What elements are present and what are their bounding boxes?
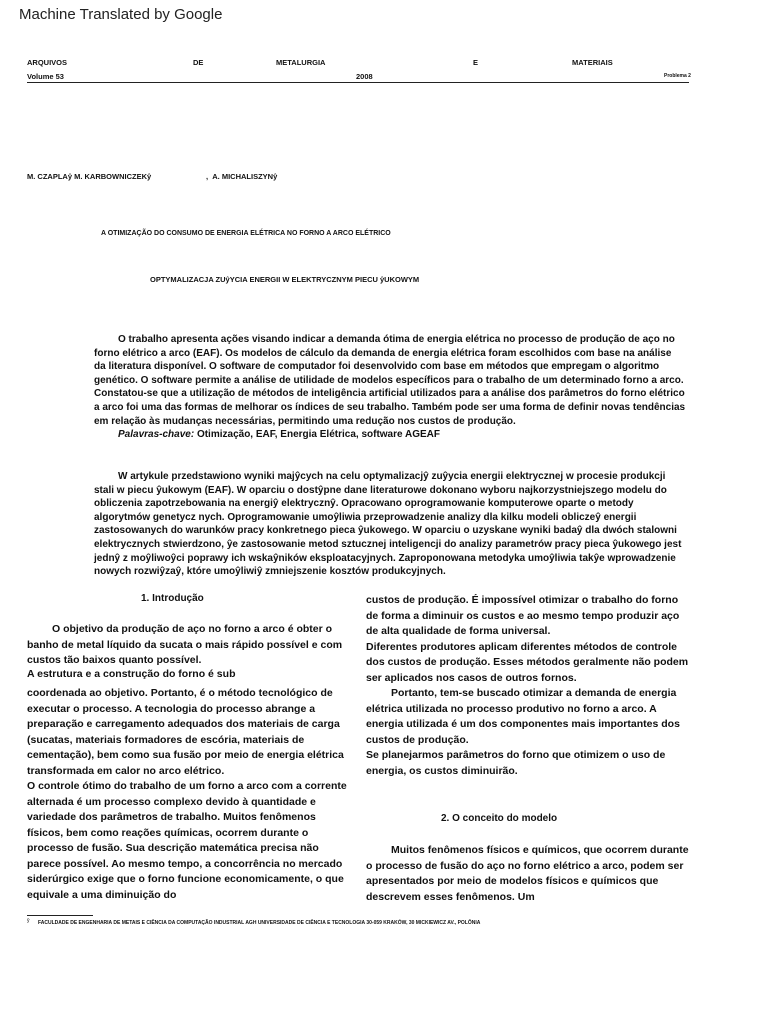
body-line: Portanto, tem-se buscado otimizar a demanda de energia — [391, 687, 677, 699]
abstract-line: genético. O software permite a análise de utilidade de modelos específicos para o trabalho de um determinado forno a arco. — [94, 374, 684, 386]
abstract-line: O trabalho apresenta ações visando indicar a demanda ótima de energia elétrica no processo de produção de aço no — [118, 334, 675, 345]
header-issue: Problema 2 — [664, 73, 691, 79]
body-line: cementação), bem como sua fusão por meio de energia elétrica — [27, 749, 344, 761]
abstract-line: jednŷ z moŷliwoŷci poprawy ich wskaŷników eksploatacyjnych. Zaproponowana metodyka umoŷliwia takŷe wprowadzenie — [94, 552, 676, 564]
abstract-line: Constatou-se que a utilização de métodos de inteligência artificial utilizados para a análise dos parâmetros do forno elétrico — [94, 388, 685, 400]
body-line: transformada em calor no arco elétrico. — [27, 764, 225, 777]
section-1-heading: 1. Introdução — [141, 593, 204, 604]
body-line: físicos, bem como reações químicas, ocorrem durante o — [27, 826, 309, 839]
body-line: banho de metal líquido da sucata o mais rápido possível e com — [27, 638, 343, 651]
keywords-label: Palavras-chave: — [118, 429, 195, 441]
footnote-text: FACULDADE DE ENGENHARIA DE METAIS E CIÊNCIA DA COMPUTAÇÃO INDUSTRIAL AGH UNIVERSIDADE DE CIÊNCIA E TECNOLOGIA 30-059 KRAKÓW, 30 MICKIEWICZ AV., POLÔNIA — [38, 920, 481, 926]
body-line: (sucatas, materiais formadores de escória, materiais de — [27, 733, 305, 746]
keywords-text: Otimização, EAF, Energia Elétrica, software AGEAF — [194, 429, 440, 441]
abstract-line: da literatura disponível. O software de computador foi desenvolvido com base em métodos que empregam o algoritmo — [94, 361, 660, 373]
body-line: energia, os custos diminuirão. — [366, 764, 518, 777]
body-line: descrevem esses fenômenos. Um — [366, 890, 535, 903]
left-column-body — [27, 686, 347, 903]
body-line: custos tão baixos quanto possível. — [27, 654, 202, 666]
body-line: O objetivo da produção de aço no forno a arco é obter o — [52, 623, 333, 635]
translation-banner: Machine Translated by Google — [19, 6, 223, 23]
body-line: variedade dos parâmetros de trabalho. Muitos fenômenos — [27, 811, 316, 823]
body-line: parece possível. Ao mesmo tempo, a concorrência no mercado — [27, 857, 343, 870]
header-year: 2008 — [356, 72, 373, 81]
abstract-line: forno elétrico a arco (EAF). Os modelos de cálculo da demanda de energia elétrica foram escolhidos com base na análise — [94, 347, 672, 359]
abstract-line: em relação às mudanças necessárias, permitindo uma redução nos custos de produção. — [94, 415, 516, 427]
body-line: A estrutura e a construção do forno é sub — [27, 668, 236, 680]
body-line: de forma a diminuir os custos e ao mesmo tempo produzir aço — [366, 609, 680, 622]
abstract-line: stali w piecu ŷukowym (EAF). W oparciu o dostŷpne dane literaturowe dokonano wyboru najkorzystniejszego modelu do — [94, 484, 667, 496]
header-word-metalurgia: METALURGIA — [276, 58, 326, 67]
body-line: Muitos fenômenos físicos e químicos, que ocorrem durante — [391, 844, 689, 856]
body-line: Diferentes produtores aplicam diferentes métodos de controle — [366, 640, 677, 653]
footnote-mark: ŷ — [27, 918, 30, 924]
abstract-line: obliczenia zapotrzebowania na energiŷ elektrycznŷ. Opracowano oprogramowanie komputerowe oparte o metody — [94, 498, 634, 510]
abstract-line: W artykule przedstawiono wyniki majŷcych na celu optymalizacjŷ zuŷycia energii elektrycznej w procesie produkcji — [118, 471, 666, 482]
abstract-line: a arco foi uma das formas de melhorar os índices de seu trabalho. Também pode ser uma forma de definir novas tendências — [94, 401, 686, 413]
section-2-heading: 2. O conceito do modelo — [441, 813, 558, 824]
right-column-top — [366, 593, 688, 779]
body-line: custos de produção. É impossível otimizar o trabalho do forno — [366, 594, 679, 606]
footnote-rule — [27, 915, 93, 916]
body-line: elétrica utilizada no processo produtivo no forno a arco. A — [366, 702, 657, 715]
authors-main: M. CZAPLAŷ M. KARBOWNICZEKŷ — [27, 172, 152, 181]
body-line: custos de produção. — [366, 733, 469, 746]
header-word-de: DE — [193, 58, 204, 67]
header-volume: Volume 53 — [27, 72, 64, 81]
authors-third: A. MICHALISZYNŷ — [212, 172, 278, 181]
body-line: Se planejarmos parâmetros do forno que otimizem o uso de — [366, 749, 666, 761]
header-word-e: E — [473, 58, 479, 67]
body-line: dos custos de produção. Esses métodos geralmente não podem — [366, 656, 689, 668]
authors-separator: , — [206, 172, 209, 181]
abstract-line: algorytmów genetycz nych. Oprogramowanie umoŷliwia przeprowadzenie analizy dla kilku modeli obliczeŷ energii — [94, 511, 637, 523]
header-rule — [27, 82, 689, 83]
body-line: O controle ótimo do trabalho de um forno a arco com a corrente — [27, 780, 347, 792]
body-line: de alta qualidade de forma universal. — [366, 625, 551, 637]
body-line: siderúrgico exige que o forno funcione economicamente, o que — [27, 873, 344, 885]
abstract-line: nowych rozwiŷzaŷ, które umoŷliwiŷ zmniejszenie kosztów produkcyjnych. — [94, 566, 446, 578]
title-portuguese: A OTIMIZAÇÃO DO CONSUMO DE ENERGIA ELÉTRICA NO FORNO A ARCO ELÉTRICO — [101, 230, 391, 237]
body-line: o processo de fusão do aço no forno elétrico a arco, podem ser — [366, 859, 684, 872]
body-line: executar o processo. A tecnologia do processo abrange a — [27, 702, 316, 715]
authors-secondary — [206, 172, 277, 181]
right-column-bottom — [366, 843, 689, 905]
body-line: alternada é um processo complexo devido à quantidade e — [27, 795, 316, 808]
body-line: ser aplicados nos casos de outros fornos. — [366, 671, 577, 684]
body-line: preparação e carregamento adequados dos materiais de carga — [27, 718, 340, 730]
body-line: processo de fusão. Sua descrição matemática precisa não — [27, 842, 319, 854]
abstract-line: zastosowanych do warunków pracy konkretnego pieca ŷukowego. W oparciu o uzyskane wyniki badaŷ dla dwóch stalowni — [94, 525, 677, 537]
body-line: coordenada ao objetivo. Portanto, é o método tecnológico de — [27, 687, 333, 699]
abstract-line: elektrycznych stwierdzono, ŷe zastosowanie metod sztucznej inteligencji do analizy parametrów pracy pieca ŷukowego jest — [94, 538, 682, 550]
body-line: energia utilizada é um dos componentes mais importantes dos — [366, 718, 680, 730]
left-column-intro — [27, 622, 342, 669]
abstract-portuguese — [94, 333, 692, 442]
header-word-arquivos: ARQUIVOS — [27, 58, 68, 67]
header-word-materiais: MATERIAIS — [572, 58, 613, 67]
body-line: equivale a uma diminuição do — [27, 888, 177, 901]
title-polish: OPTYMALIZACJA ZUŷYCIA ENERGII W ELEKTRYCZNYM PIECU ŷUKOWYM — [150, 275, 420, 284]
keywords-line — [94, 428, 692, 442]
body-line: apresentados por meio de modelos físicos e químicos que — [366, 875, 659, 887]
abstract-polish — [94, 470, 692, 579]
left-column-fragment — [27, 667, 235, 683]
